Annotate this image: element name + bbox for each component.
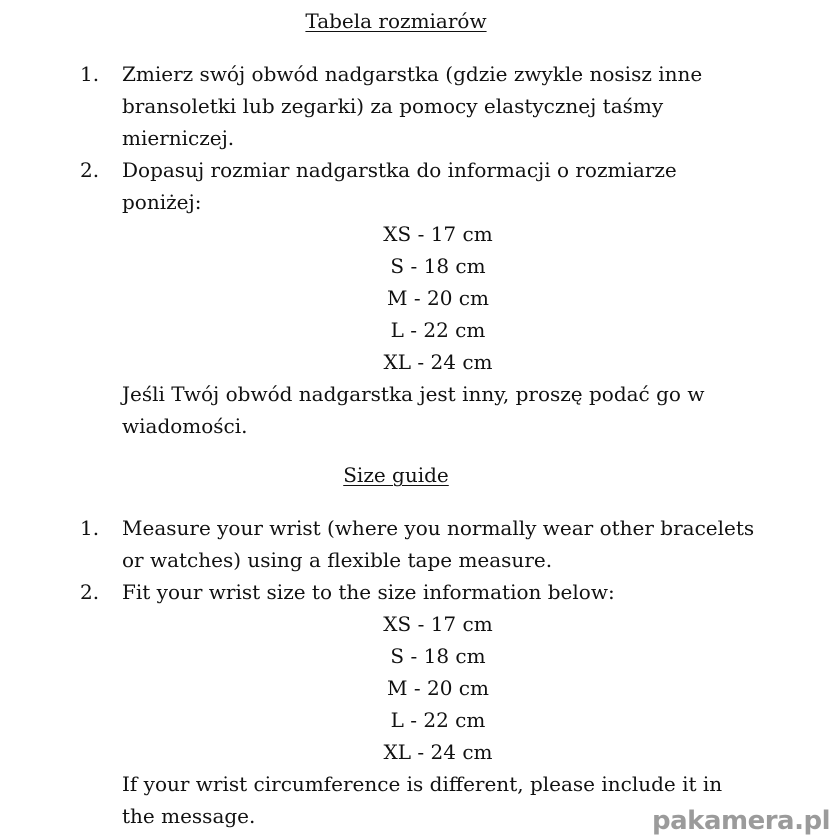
- english-size-m: M - 20 cm: [387, 676, 489, 700]
- polish-step-2-number: 2.: [80, 158, 100, 182]
- english-size-l: L - 22 cm: [390, 708, 486, 732]
- polish-size-xl: XL - 24 cm: [383, 350, 493, 374]
- polish-title: Tabela rozmiarów: [305, 9, 487, 33]
- polish-size-xs: XS - 17 cm: [383, 222, 493, 246]
- polish-size-l: L - 22 cm: [390, 318, 486, 342]
- english-step-2-number: 2.: [80, 580, 100, 604]
- polish-step-2-line-1: Dopasuj rozmiar nadgarstka do informacji o rozmiarze: [122, 158, 677, 182]
- polish-step-1-line-1: Zmierz swój obwód nadgarstka (gdzie zwykle nosisz inne: [122, 62, 703, 86]
- english-step-1-number: 1.: [80, 516, 100, 540]
- english-title: Size guide: [343, 463, 449, 487]
- polish-size-m: M - 20 cm: [387, 286, 489, 310]
- polish-step-1-line-3: mierniczej.: [122, 126, 235, 150]
- polish-size-list: [238, 218, 638, 378]
- english-step-2-line-1: Fit your wrist size to the size information below:: [122, 580, 615, 604]
- polish-note: [122, 378, 762, 442]
- english-note-line-2: the message.: [122, 804, 256, 828]
- polish-step-2-line-2: poniżej:: [122, 190, 202, 214]
- polish-note-line-2: wiadomości.: [122, 414, 248, 438]
- english-step-1-text: [122, 512, 762, 576]
- polish-step-1-line-2: bransoletki lub zegarki) za pomocy elastycznej taśmy: [122, 94, 664, 118]
- english-size-xs: XS - 17 cm: [383, 612, 493, 636]
- english-size-list: [238, 608, 638, 768]
- english-note-line-1: If your wrist circumference is different, please include it in: [122, 772, 723, 796]
- polish-size-s: S - 18 cm: [390, 254, 486, 278]
- polish-note-line-1: Jeśli Twój obwód nadgarstka jest inny, proszę podać go w: [122, 382, 705, 406]
- english-step-1-line-1: Measure your wrist (where you normally wear other bracelets: [122, 516, 755, 540]
- polish-step-2-text: [122, 154, 762, 218]
- polish-step-1-text: [122, 58, 762, 154]
- pakamera-watermark: pakamera.pl: [652, 806, 830, 836]
- english-size-xl: XL - 24 cm: [383, 740, 493, 764]
- english-step-1-line-2: or watches) using a flexible tape measure.: [122, 548, 553, 572]
- english-step-2-text: [122, 576, 762, 608]
- english-size-s: S - 18 cm: [390, 644, 486, 668]
- polish-step-1-number: 1.: [80, 62, 100, 86]
